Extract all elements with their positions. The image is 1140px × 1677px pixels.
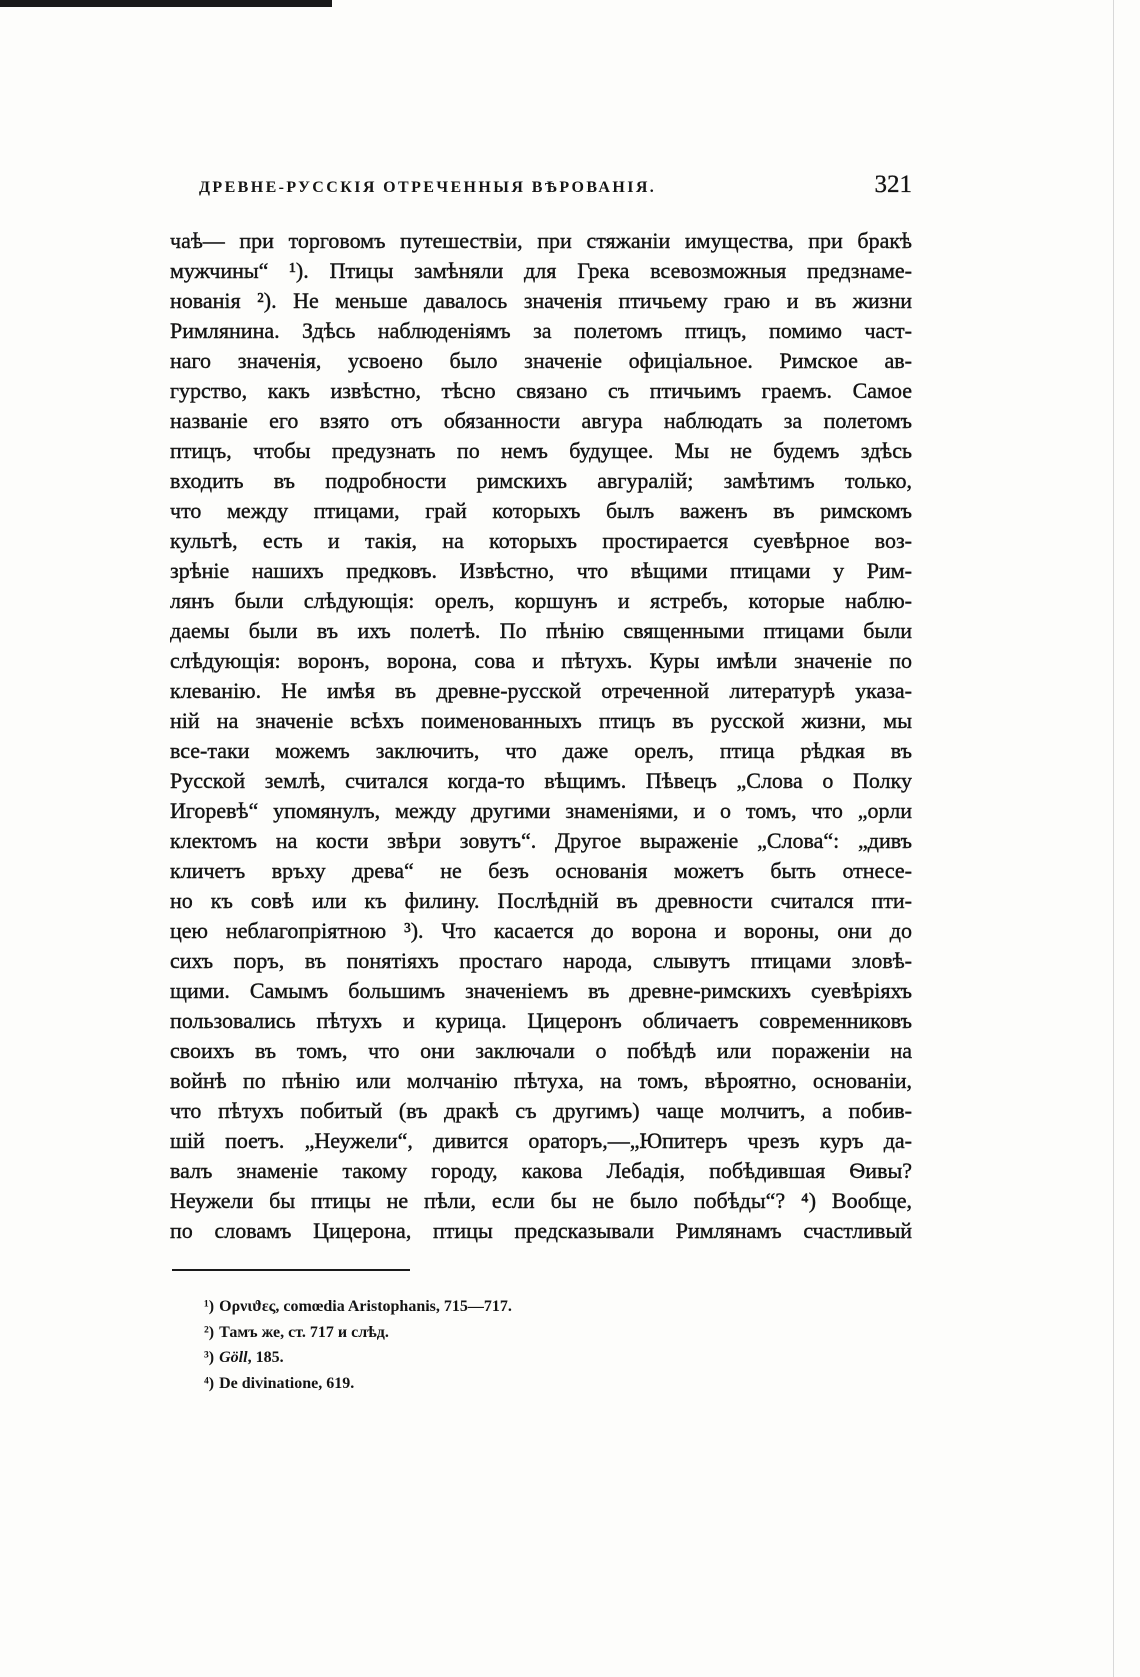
body-text <box>170 226 912 1246</box>
footnotes <box>204 1294 804 1396</box>
text-line: своихъ въ томъ, что они заключали о побѣдѣ или пораженіи на <box>170 1038 912 1063</box>
scan-edge-line <box>1113 0 1114 1677</box>
text-line: Русской землѣ, считался когда-то вѣщимъ. Пѣвецъ „Слова о Полку <box>170 768 912 793</box>
footnote-mark: ³) <box>204 1349 215 1366</box>
text-line: культѣ, есть и такія, на которыхъ простирается суевѣрное воз- <box>170 528 912 553</box>
footnote-mark: ¹) <box>204 1298 215 1315</box>
footnote-mark: ⁴) <box>204 1374 215 1392</box>
footnote-mark: ²) <box>204 1323 215 1341</box>
scan-edge-artifact <box>0 0 332 7</box>
text-line: Римлянина. Здѣсь наблюденіямъ за полетомъ птицъ, помимо част- <box>170 318 912 343</box>
text-line: гурство, какъ извѣстно, тѣсно связано съ птичьимъ граемъ. Самое <box>170 378 912 403</box>
text-line: по словамъ Цицерона, птицы предсказывали Римлянамъ счастливый <box>170 1218 912 1243</box>
text-line: что пѣтухъ побитый (въ дракѣ съ другимъ) чаще молчитъ, а побив- <box>170 1098 912 1123</box>
text-line: лянъ были слѣдующія: орелъ, коршунъ и ястребъ, которые наблю- <box>170 588 912 613</box>
footnote-2 <box>204 1320 804 1346</box>
text-line: все-таки можемъ заключить, что даже орелъ, птица рѣдкая въ <box>170 738 912 763</box>
text-line: мужчины“ ¹). Птицы замѣняли для Грека всевозможныя предзнаме- <box>170 258 912 283</box>
running-head: ДРЕВНЕ-РУССКІЯ ОТРЕЧЕННЫЯ ВѢРОВАНІЯ. <box>199 179 657 196</box>
text-line: слѣдующія: воронъ, ворона, сова и пѣтухъ. Куры имѣли значеніе по <box>170 648 912 673</box>
text-line: кличетъ връху древа“ не безъ основанія можетъ быть отнесе- <box>170 858 912 883</box>
text-line: ній на значеніе всѣхъ поименованныхъ птицъ въ русской жизни, мы <box>170 708 912 733</box>
text-line: чаѣ— при торговомъ путешествіи, при стяжаніи имущества, при бракѣ <box>170 228 912 253</box>
footnote-text: Ορνιϑες, comœdia Aristophanis, 715—717. <box>219 1298 512 1315</box>
text-line: что между птицами, грай которыхъ былъ важенъ въ римскомъ <box>170 498 912 523</box>
text-line: зрѣніе нашихъ предковъ. Извѣстно, что вѣщими птицами у Рим- <box>170 558 912 583</box>
footnote-text: , 185. <box>247 1349 284 1366</box>
text-line: войнѣ по пѣнію или молчанію пѣтуха, на томъ, вѣроятно, основаніи, <box>170 1068 912 1093</box>
text-line: наго значенія, усвоено было значеніе офиціальное. Римское ав- <box>170 348 912 373</box>
footnote-1 <box>204 1294 804 1320</box>
text-line: цею неблагопріятною ³). Что касается до ворона и вороны, они до <box>170 918 912 943</box>
text-line: щими. Самымъ большимъ значеніемъ въ древне-римскихъ суевѣріяхъ <box>170 978 912 1003</box>
page-number: 321 <box>874 171 912 198</box>
text-line: пользовались пѣтухъ и курица. Цицеронъ обличаетъ современниковъ <box>170 1008 912 1033</box>
footnote-text: De divinatione, 619. <box>219 1374 355 1392</box>
text-line: даемы были въ ихъ полетѣ. По пѣнію священными птицами были <box>170 618 912 643</box>
text-line: Неужели бы птицы не пѣли, если бы не было побѣды“? ⁴) Вообще, <box>170 1188 912 1213</box>
text-line: нованія ²). Не меньше давалось значенія птичьему граю и въ жизни <box>170 288 912 313</box>
text-line: Игоревѣ“ упомянулъ, между другими знаменіями, и о томъ, что „орли <box>170 798 912 823</box>
text-line: входить въ подробности римскихъ авгуралій; замѣтимъ только, <box>170 468 912 493</box>
text-line: клеванію. Не имѣя въ древне-русской отреченной литературѣ указа- <box>170 678 912 703</box>
footnote-separator <box>172 1269 410 1271</box>
text-line: птицъ, чтобы предузнать по немъ будущее. Мы не будемъ здѣсь <box>170 438 912 463</box>
footnote-4 <box>204 1371 804 1397</box>
text-line: валъ знаменіе такому городу, какова Лебадія, побѣдившая Ѳивы? <box>170 1158 912 1183</box>
footnote-author: Göll <box>219 1349 248 1366</box>
text-line: названіе его взято отъ обязанности авгура наблюдать за полетомъ <box>170 408 912 433</box>
text-line: шій поетъ. „Неужели“, дивится ораторъ,—„Юпитеръ чрезъ куръ да- <box>170 1128 912 1153</box>
footnote-3 <box>204 1345 804 1371</box>
text-line: клектомъ на кости звѣри зовутъ“. Другое выраженіе „Слова“: „дивъ <box>170 828 912 853</box>
text-line: сихъ поръ, въ понятіяхъ простаго народа, слывутъ птицами зловѣ- <box>170 948 912 973</box>
footnote-text: Тамъ же, ст. 717 и слѣд. <box>219 1323 389 1341</box>
text-line: но къ совѣ или къ филину. Послѣдній въ древности считался пти- <box>170 888 912 913</box>
